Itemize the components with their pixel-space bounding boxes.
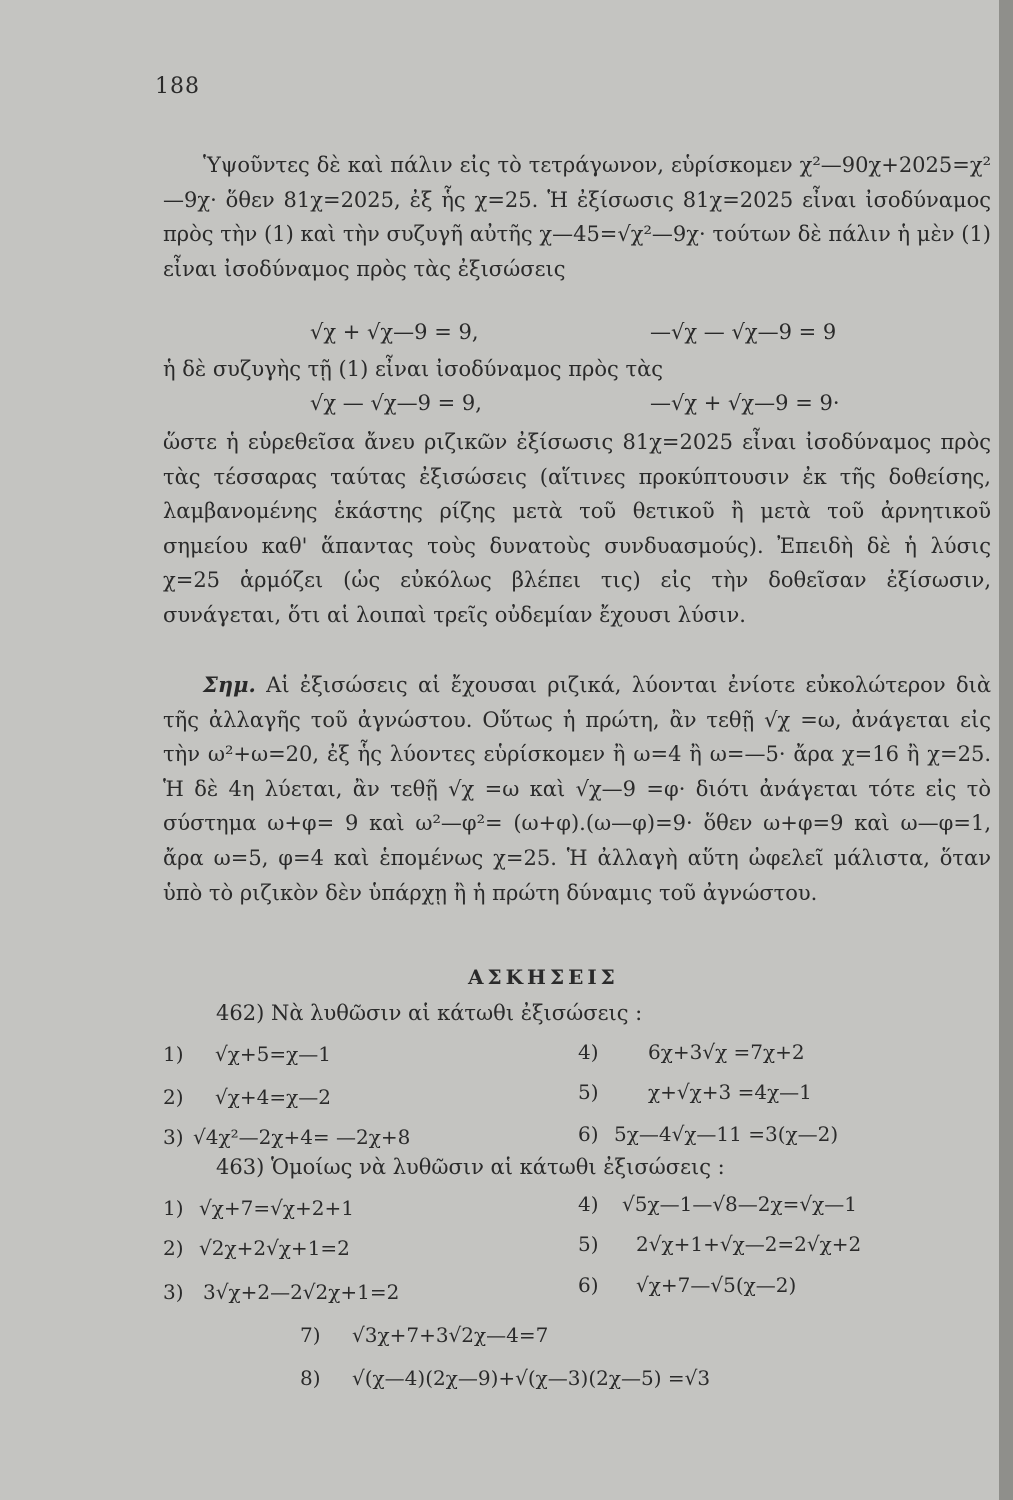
line-2-block	[163, 352, 991, 387]
page-number: 188	[155, 74, 200, 99]
line-2: ἡ δὲ συζυγὴς τῇ (1) εἶναι ἰσοδύναμος πρὸς τὰς	[163, 357, 664, 381]
exercise-462-item-5: 5) χ+√χ+3 =4χ—1	[578, 1080, 812, 1104]
section-heading: ΑΣΚΗΣΕΙΣ	[468, 965, 619, 989]
exercise-463-title: 463) Ὁμοίως νὰ λυθῶσιν αἱ κάτωθι ἐξισώσεις :	[216, 1155, 725, 1179]
exercise-462-item-2: 2) √χ+4=χ—2	[163, 1085, 331, 1109]
page-edge	[999, 0, 1013, 1500]
exercise-463-item-1: 1) √χ+7=√χ+2+1	[163, 1196, 354, 1220]
exercise-463-item-2: 2) √2χ+2√χ+1=2	[163, 1236, 350, 1260]
exercise-463-item-8: 8) √(χ—4)(2χ—9)+√(χ—3)(2χ—5) =√3	[300, 1366, 711, 1390]
equation-1b: —√χ — √χ—9 = 9	[650, 320, 837, 344]
exercise-462-item-6: 6) 5χ—4√χ—11 =3(χ—2)	[578, 1122, 839, 1146]
note-block	[163, 668, 991, 910]
exercise-462-item-1: 1) √χ+5=χ—1	[163, 1042, 331, 1066]
paragraph-3-block	[163, 425, 991, 633]
exercise-463-item-5: 5) 2√χ+1+√χ—2=2√χ+2	[578, 1232, 862, 1256]
paragraph-3: ὥστε ἡ εὑρεθεῖσα ἄνευ ριζικῶν ἐξίσωσις 81χ=2025 εἶναι ἰσοδύναμος πρὸς τὰς τέσσαρας ταύτας ἐξισώσεις (αἵτινες προκύπτουσιν ἐκ τῆς δοθείσης, λαμβανομένης ἑκάστης ρίζης μετὰ τοῦ θετικοῦ ἢ μετὰ τοῦ ἀρνητικοῦ σημείου καθ' ἅπαντας τοὺς δυνατοὺς συνδυασμούς). Ἐπειδὴ δὲ ἡ λύσις χ=25 ἁρμόζει (ὡς εὐκόλως βλέπει τις) εἰς τὴν δοθεῖσαν ἐξίσωσιν, συνάγεται, ὅτι αἱ λοιπαὶ τρεῖς οὐδεμίαν ἔχουσι λύσιν.	[163, 430, 991, 627]
exercise-463-item-4: 4) √5χ—1—√8—2χ=√χ—1	[578, 1192, 857, 1216]
equation-2b: —√χ + √χ—9 = 9·	[650, 391, 840, 415]
paragraph-1: Ὑψοῦντες δὲ καὶ πάλιν εἰς τὸ τετράγωνον, εὑρίσκομεν χ²—90χ+2025=χ²—9χ· ὅθεν 81χ=2025, ἐξ ἧς χ=25. Ἡ ἐξίσωσις 81χ=2025 εἶναι ἰσοδύναμος πρὸς τὴν (1) καὶ τὴν συζυγῆ αὐτῆς χ—45=√χ²—9χ· τούτων δὲ πάλιν ἡ μὲν (1) εἶναι ἰσοδύναμος πρὸς τὰς ἐξισώσεις	[163, 153, 991, 281]
exercise-463-item-3: 3) 3√χ+2—2√2χ+1=2	[163, 1280, 400, 1304]
exercise-462-item-4: 4) 6χ+3√χ =7χ+2	[578, 1040, 805, 1064]
note-text: Αἱ ἐξισώσεις αἱ ἔχουσαι ριζικά, λύονται ἐνίοτε εὐκολώτερον διὰ τῆς ἀλλαγῆς τοῦ ἀγνώστου. Οὕτως ἡ πρώτη, ἂν τεθῇ √χ =ω, ἀνάγεται εἰς τὴν ω²+ω=20, ἐξ ἧς λύοντες εὑρίσκομεν ἢ ω=4 ἢ ω=—5· ἄρα χ=16 ἢ χ=25. Ἡ δὲ 4η λύεται, ἂν τεθῇ √χ =ω καὶ √χ—9 =φ· διότι ἀνάγεται τότε εἰς τὸ σύστημα ω+φ= 9 καὶ ω²—φ²= (ω+φ).(ω—φ)=9· ὅθεν ω+φ=9 καὶ ω—φ=1, ἄρα ω=5, φ=4 καὶ ἑπομένως χ=25. Ἡ ἀλλαγὴ αὕτη ὠφελεῖ μάλιστα, ὅταν ὑπὸ τὸ ριζικὸν δὲν ὑπάρχῃ ἢ ἡ πρώτη δύναμις τοῦ ἀγνώστου.	[163, 673, 991, 905]
exercise-462-title: 462) Νὰ λυθῶσιν αἱ κάτωθι ἐξισώσεις :	[216, 1001, 643, 1025]
note-label: Σημ.	[203, 672, 256, 697]
exercise-463-item-6: 6) √χ+7—√5(χ—2)	[578, 1273, 797, 1297]
paragraph-1-block	[163, 148, 991, 286]
equation-2a: √χ — √χ—9 = 9,	[310, 391, 482, 415]
exercise-463-item-7: 7) √3χ+7+3√2χ—4=7	[300, 1323, 549, 1347]
exercise-462-item-3: 3) √4χ²—2χ+4= —2χ+8	[163, 1125, 411, 1149]
equation-1a: √χ + √χ—9 = 9,	[310, 320, 479, 344]
note-paragraph	[163, 668, 991, 910]
